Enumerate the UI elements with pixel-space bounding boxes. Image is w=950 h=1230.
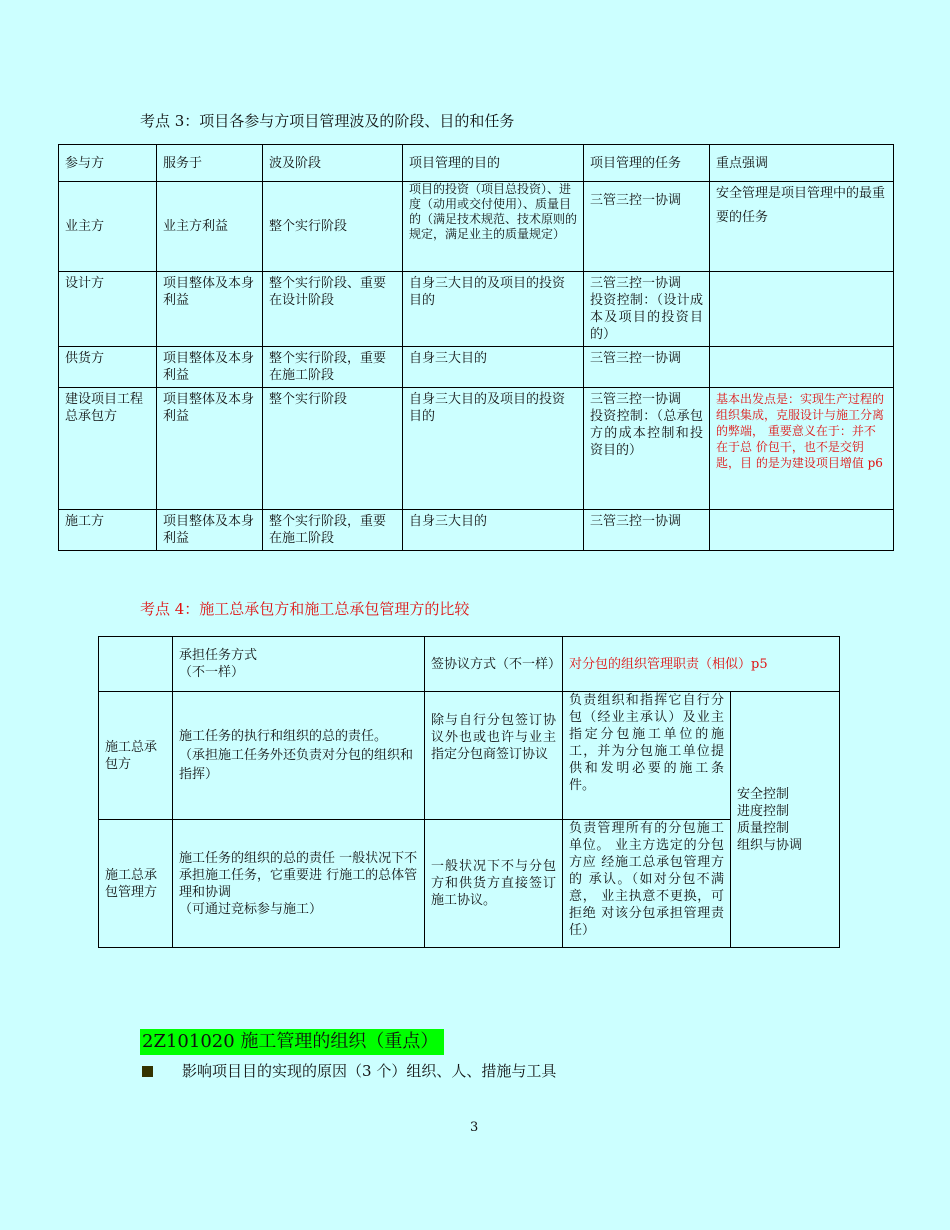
table-cell: 建设项目工程总承包方 — [59, 388, 157, 510]
section-title — [140, 1027, 444, 1053]
row-label: 施工总承包管理方 — [99, 820, 173, 948]
table-cell — [710, 347, 894, 388]
table-cell: 整个实行阶段 — [263, 182, 403, 272]
header-cell: 服务于 — [157, 145, 263, 182]
table-cell: 业主方 — [59, 182, 157, 272]
header-cell: 项目管理的目的 — [403, 145, 584, 182]
table-cell: 三管三控一协调 — [584, 182, 710, 272]
table-cell: 业主方利益 — [157, 182, 263, 272]
table-row — [59, 510, 894, 551]
table-cell: 供货方 — [59, 347, 157, 388]
row-label: 施工总承包方 — [99, 692, 173, 820]
emphasis-note: 基本出发点是：实现生产过程的组织集成，克服设计与施工分离的弊端， 重要意义在于：并不在于总 价包干，也不是交钥匙，目 的是为建设项目增值 p6 — [710, 388, 894, 510]
table-cell: 项目的投资（项目总投资）、进度（动用或交付使用）、质量目的（满足技术规范、技术原则的规定，满足业主的质量规定） — [403, 182, 584, 272]
table-cell: 安全管理是项目管理中的最重要的任务 — [710, 182, 894, 272]
table-header-row — [59, 145, 894, 182]
table-cell: 项目整体及本身利益 — [157, 388, 263, 510]
table-row — [59, 388, 894, 510]
table-header-row — [99, 637, 840, 692]
table-cell: 项目整体及本身利益 — [157, 272, 263, 347]
table-row — [99, 692, 840, 820]
header-cell: 重点强调 — [710, 145, 894, 182]
table-row — [59, 182, 894, 272]
table-row — [59, 272, 894, 347]
header-cell: 对分包的组织管理职责（相似）p5 — [563, 637, 840, 692]
header-cell: 签协议方式（不一样） — [425, 637, 563, 692]
table-row — [59, 347, 894, 388]
table-cell: 施工方 — [59, 510, 157, 551]
table-cell — [710, 510, 894, 551]
header-cell: 波及阶段 — [263, 145, 403, 182]
table-cell: 整个实行阶段，重要在施工阶段 — [263, 347, 403, 388]
shared-duty-cell: 安全控制 进度控制 质量控制 组织与协调 — [731, 692, 840, 948]
heading-kaodian-3: 考点 3：项目各参与方项目管理波及的阶段、目的和任务 — [140, 112, 515, 130]
table-cell: 项目整体及本身利益 — [157, 347, 263, 388]
table-cell: 除与自行分包签订协议外也或也许与业主指定分包商签订协议 — [425, 692, 563, 820]
table-cell — [710, 272, 894, 347]
table-cell: 负责管理所有的分包施工单位。 业主方选定的分包方应 经施工总承包管理方的 承认。（如对分包不满意， 业主执意不更换，可拒绝 对该分包承担管理责任） — [563, 820, 731, 948]
header-cell: 承担任务方式 （不一样） — [173, 637, 425, 692]
table-cell: 三管三控一协调 — [584, 347, 710, 388]
table-cell: 自身三大目的及项目的投资目的 — [403, 272, 584, 347]
table-cell: 施工任务的组织的总的责任 一般状况下不承担施工任务，它重要进 行施工的总体管理和协调 （可通过竞标参与施工） — [173, 820, 425, 948]
contractor-comparison-table — [98, 636, 840, 948]
header-cell: 项目管理的任务 — [584, 145, 710, 182]
bullet-marker-icon — [142, 1062, 153, 1081]
participants-table — [58, 144, 894, 551]
table-cell: 整个实行阶段 — [263, 388, 403, 510]
heading-kaodian-4: 考点 4：施工总承包方和施工总承包管理方的比较 — [140, 600, 470, 618]
table-cell: 施工任务的执行和组织的总的责任。 （承担施工任务外还负责对分包的组织和指挥） — [173, 692, 425, 820]
table-cell: 整个实行阶段、重要在设计阶段 — [263, 272, 403, 347]
table-row — [99, 820, 840, 948]
table-cell: 项目整体及本身利益 — [157, 510, 263, 551]
header-cell — [99, 637, 173, 692]
table-cell: 自身三大目的 — [403, 510, 584, 551]
header-cell: 参与方 — [59, 145, 157, 182]
table-cell: 负责组织和指挥它自行分包（经业主承认）及业主指定分包施工单位的施工，并为分包施工单位提供和发明必要的施工条件。 — [563, 692, 731, 820]
table-cell: 三管三控一协调 投资控制：（设计成本及项目的投资目的） — [584, 272, 710, 347]
table-cell: 自身三大目的及项目的投资目的 — [403, 388, 584, 510]
table-cell: 一般状况下不与分包方和供货方直接签订施工协议。 — [425, 820, 563, 948]
table-cell: 三管三控一协调 — [584, 510, 710, 551]
table-cell: 三管三控一协调 投资控制：（总承包方的成本控制和投资目的） — [584, 388, 710, 510]
table-cell: 整个实行阶段，重要在施工阶段 — [263, 510, 403, 551]
bullet-text: 影响项目目的实现的原因（3 个）组织、人、措施与工具 — [182, 1062, 557, 1080]
section-title-text: 2Z101020 施工管理的组织（重点） — [140, 1029, 444, 1055]
table-cell: 设计方 — [59, 272, 157, 347]
page-number: 3 — [470, 1120, 479, 1135]
table-cell: 自身三大目的 — [403, 347, 584, 388]
